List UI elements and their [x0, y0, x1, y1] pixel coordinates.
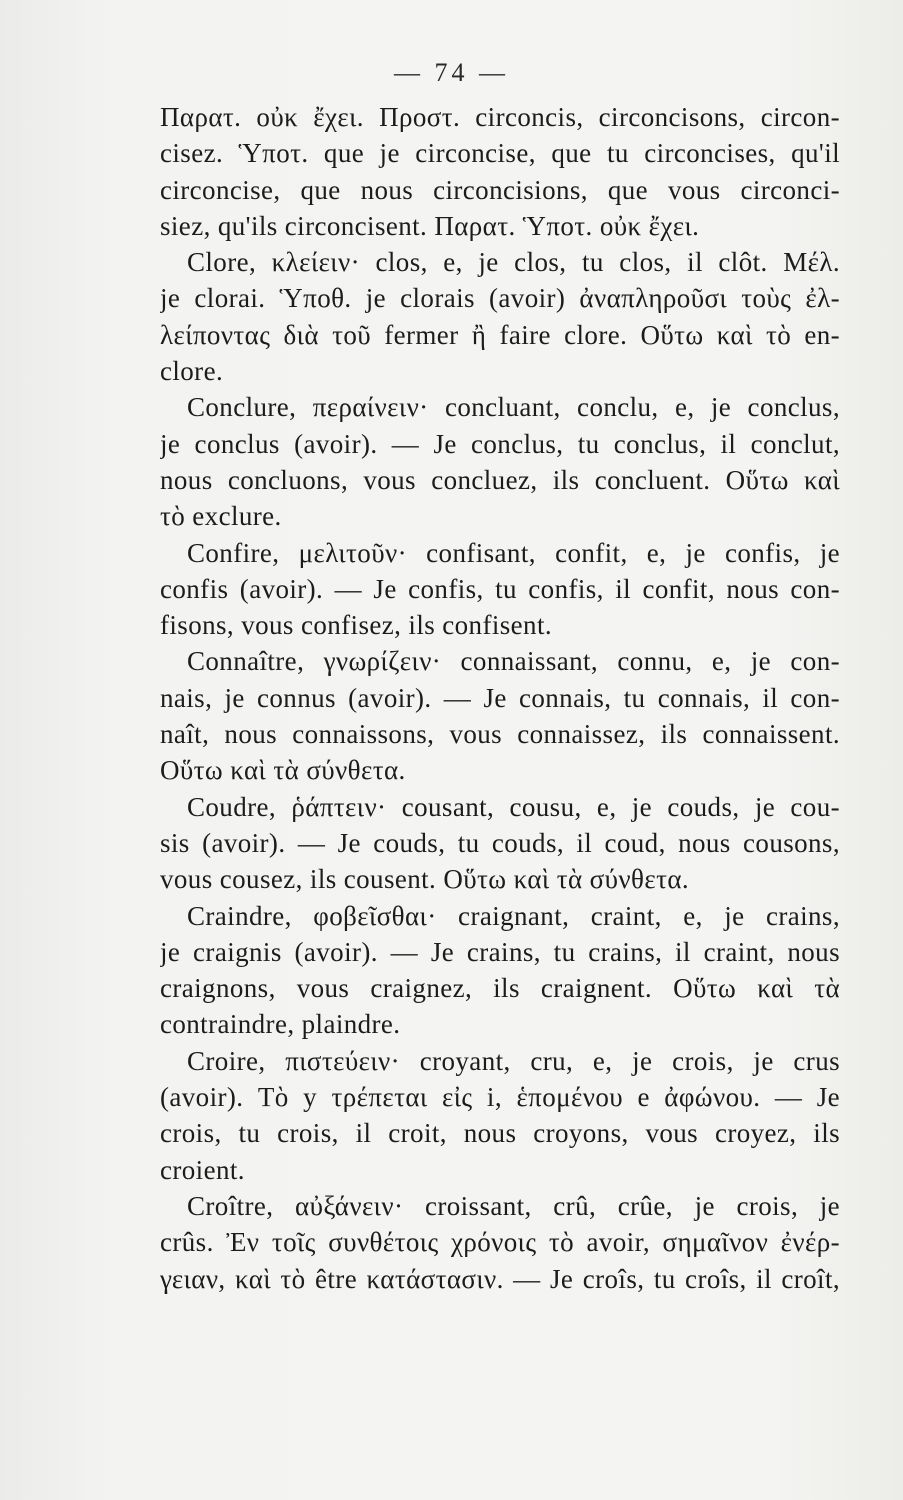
text-line: τὸ exclure. [160, 501, 282, 532]
text-line: Conclure, περαίνειν· concluant, conclu, e, je conclus, [187, 392, 840, 423]
text-line: confis (avoir). — Je confis, tu confis, il confit, nous con- [160, 573, 840, 604]
text-line: Παρατ. οὐκ ἔχει. Προστ. circoncis, circoncisons, circon- [160, 102, 840, 132]
text-line: Clore, κλείειν· clos, e, je clos, tu clos, il clôt. Μέλ. [187, 247, 840, 278]
text-line: craignons, vous craignez, ils craignent. Οὕτω καὶ τὰ [160, 973, 840, 1004]
text-line: je clorai. Ὑποθ. je clorais (avoir) ἀναπληροῦσι τοὺς ἐλ- [160, 283, 840, 314]
text-line: circoncise, que nous circoncisions, que vous circonci- [160, 174, 840, 205]
text-line: contraindre, plaindre. [160, 1009, 401, 1040]
text-line: Connaître, γνωρίζειν· connaissant, connu, e, je con- [187, 646, 840, 677]
text-line: Οὕτω καὶ τὰ σύνθετα. [160, 755, 406, 786]
text-line: crûs. Ἐν τοῖς συνθέτοις χρόνοις τὸ avoir, σημαῖνον ἐνέρ- [160, 1227, 840, 1258]
text-line: naît, nous connaissons, vous connaissez, ils connaissent. [160, 719, 840, 750]
text-line: cisez. Ὑποτ. que je circoncise, que tu circoncises, qu'il [160, 138, 840, 169]
text-line: fisons, vous confisez, ils confisent. [160, 610, 552, 641]
text-line: je craignis (avoir). — Je crains, tu crains, il craint, nous [160, 936, 840, 967]
text-line: Craindre, φοβεῖσθαι· craignant, craint, e, je crains, [187, 900, 840, 931]
text-line: Croître, αὐξάνειν· croissant, crû, crûe, je crois, je [187, 1190, 840, 1221]
text-line: clore. [160, 356, 224, 387]
text-line: je conclus (avoir). — Je conclus, tu conclus, il conclut, [160, 428, 840, 459]
text-line: (avoir). Τὸ y τρέπεται εἰς i, ἑπομένου e ἀφώνου. — Je [160, 1082, 840, 1113]
text-line: γειαν, καὶ τὸ être κατάστασιν. — Je croîs, tu croîs, il croît, [160, 1263, 840, 1294]
text-line: Coudre, ῥάπτειν· cousant, cousu, e, je couds, je cou- [187, 791, 840, 822]
text-line: nais, je connus (avoir). — Je connais, tu connais, il con- [160, 682, 840, 713]
text-line: Croire, πιστεύειν· croyant, cru, e, je crois, je crus [187, 1045, 840, 1076]
page-number: — 74 — [394, 58, 509, 87]
text-line: siez, qu'ils circoncisent. Παρατ. Ὑποτ. οὐκ ἔχει. [160, 210, 700, 241]
text-line: Confire, μελιτοῦν· confisant, confit, e, je confis, je [187, 537, 840, 568]
text-line: λείποντας διὰ τοῦ fermer ἢ faire clore. Οὕτω καὶ τὸ en- [160, 319, 840, 350]
text-line: crois, tu crois, il croit, nous croyons, vous croyez, ils [160, 1118, 840, 1149]
text-body [160, 99, 840, 1297]
text-line: nous concluons, vous concluez, ils concluent. Οὕτω καὶ [160, 464, 840, 495]
text-line: sis (avoir). — Je couds, tu couds, il coud, nous cousons, [160, 827, 840, 858]
text-line: vous cousez, ils cousent. Οὕτω καὶ τὰ σύνθετα. [160, 864, 690, 895]
text-line: croient. [160, 1154, 245, 1185]
